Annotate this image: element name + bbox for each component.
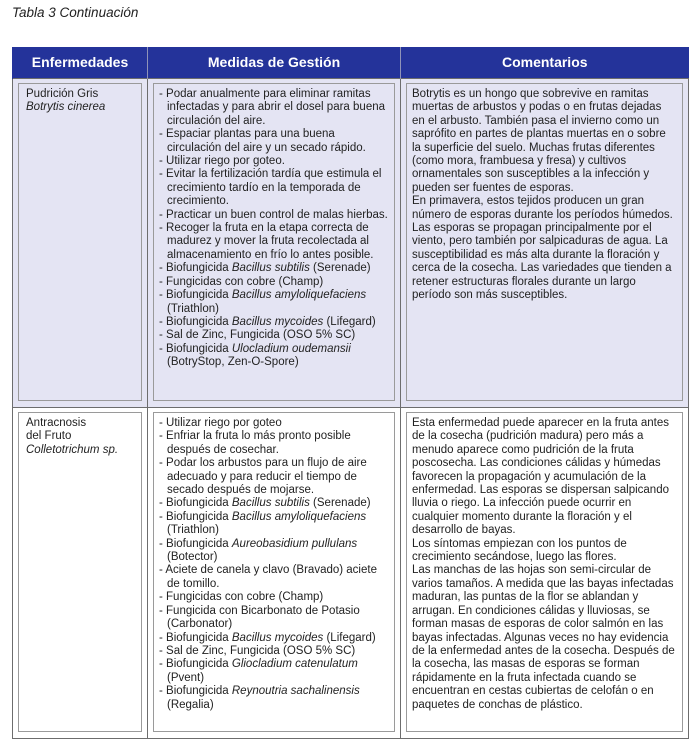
header-comentarios: Comentarios xyxy=(401,47,689,79)
measure-item: - Enfriar la fruta lo más pronto posible después de cosechar. xyxy=(159,430,351,456)
measure-item: - Sal de Zinc, Fungicida (OSO 5% SC) xyxy=(159,644,356,657)
measure-item: - Fungicidas con cobre (Champ) xyxy=(159,275,324,288)
measure-item: - Biofungicida Gliocladium catenulatum (Pvent) xyxy=(159,658,358,684)
measure-item: - Evitar la fertilización tardía que estimula el crecimiento tardío en la temporada de crecimiento. xyxy=(159,168,382,208)
table-caption: Tabla 3 Continuación xyxy=(12,5,139,20)
measure-item: - Sal de Zinc, Fungicida (OSO 5% SC) xyxy=(159,329,356,342)
comment-paragraph: Esta enfermedad puede aparecer en la fruta antes de la cosecha (pudrición madura) pero más a menudo aparece como pudrición de la fruta poscosecha. Las condiciones cálidas y húmedas favorecen la propagación y acumulación de la enfermedad. Las esporas se dispersan salpicando lluvia o riego. La infección puede ocurrir en cualquier momento durante la floración y el desarrollo de bayas. xyxy=(412,417,670,537)
measure-item: - Fungicidas con cobre (Champ) xyxy=(159,591,324,604)
header-medidas: Medidas de Gestión xyxy=(148,47,401,79)
comments-text xyxy=(406,83,683,401)
measure-item: - Biofungicida Bacillus amyloliquefaciens (Triathlon) xyxy=(159,510,367,537)
comment-paragraph: En primavera, estos tejidos producen un gran número de esporas durante los períodos húmedos. Las esporas se propagan principalmente por el viento, pero también por salpicaduras de agua. La susceptibilidad es más alta durante la floración y cerca de la cosecha. Las variedades que tienden a retener estructuras florales durante un largo período son más susceptibles. xyxy=(412,195,673,302)
disease-name-line2: del Fruto xyxy=(26,430,72,443)
table-row xyxy=(13,408,689,739)
measures-cell xyxy=(148,408,401,739)
measure-item: - Biofungicida Bacillus subtilis (Serenade) xyxy=(159,497,371,510)
disease-cell xyxy=(13,408,148,739)
comments-cell xyxy=(401,79,689,408)
disease-cell xyxy=(13,79,148,408)
measure-item: - Biofungicida Bacillus mycoides (Lifegard) xyxy=(159,315,376,328)
pathogen-name: Botrytis cinerea xyxy=(26,101,106,114)
measures-list xyxy=(159,417,389,712)
measure-item: - Podar los arbustos para un flujo de aire adecuado y para reducir el tiempo de secado después de mojarse. xyxy=(159,457,367,497)
header-row xyxy=(13,47,689,79)
measures-cell xyxy=(148,79,401,408)
measure-item: - Practicar un buen control de malas hierbas. xyxy=(159,208,388,221)
measure-item: - Utilizar riego por goteo. xyxy=(159,155,285,168)
measures-list xyxy=(159,88,389,370)
header-enfermedades: Enfermedades xyxy=(13,47,148,79)
measure-item: - Recoger la fruta en la etapa correcta de madurez y mover la fruta recolectada al almacenamiento en frío lo antes posible. xyxy=(159,222,374,261)
disease-management-table xyxy=(12,47,689,739)
measure-item: - Aciete de canela y clavo (Bravado) aciete de tomillo. xyxy=(159,564,377,590)
measure-item: - Podar anualmente para eliminar ramitas infectadas y para abrir el dosel para buena circulación del aire. xyxy=(159,88,386,127)
comments-cell xyxy=(401,408,689,739)
measure-item: - Espaciar plantas para una buena circulación del aire y un secado rápido. xyxy=(159,128,366,154)
measure-item: - Biofungicida Bacillus amyloliquefaciens (Triathlon) xyxy=(159,289,367,315)
measure-item: - Biofungicida Ulocladium oudemansii (BotryStop, Zen-O-Spore) xyxy=(159,342,351,369)
table-row xyxy=(13,79,689,408)
measure-item: - Biofungicida Aureobasidium pullulans (Botector) xyxy=(159,537,358,564)
comments-text xyxy=(406,412,683,732)
pathogen-name: Colletotrichum sp. xyxy=(26,443,119,456)
measure-item: - Biofungicida Bacillus subtilis (Serenade) xyxy=(159,262,371,275)
measure-item: - Biofungicida Bacillus mycoides (Lifegard) xyxy=(159,631,376,644)
disease-name: Antracnosis xyxy=(26,417,87,429)
measure-item: - Biofungicida Reynoutria sachalinensis (Regalia) xyxy=(159,685,360,711)
measure-item: - Fungicida con Bicarbonato de Potasio (Carbonator) xyxy=(159,604,360,631)
comment-paragraph: Botrytis es un hongo que sobrevive en ramitas muertas de arbustos y podas o en frutas dejadas en el arbusto. También pasa el invierno como un saprófito en partes de plantas muertas en o sobre la superficie del suelo. Muchas frutas diferentes (como mora, frambuesa y fresa) y cultivos ornamentales son susceptibles a la infección y pueden ser fuentes de esporas. xyxy=(412,88,666,194)
comment-paragraph: Los síntomas empiezan con los puntos de crecimiento secándose, luego las flores. xyxy=(412,537,627,564)
disease-name: Pudrición Gris xyxy=(26,88,99,100)
measure-item: - Utilizar riego por goteo xyxy=(159,417,282,429)
comment-paragraph: Las manchas de las hojas son semi-circular de varios tamaños. A medida que las bayas infectadas maduran, las puntas de la flor se ablandan y arrugan. En condiciones cálidas y lluviosas, se forman masas de esporas de color salmón en las bayas infectadas. Algunas veces no hay evidencia de la enfermedad antes de la cosecha. Después de la cosecha, las masas de esporas se forman rápidamente en la fruta infectada cuando se encuentran en cestas cubiertas de celofán o en paquetes de conchas de plástico. xyxy=(412,564,675,711)
